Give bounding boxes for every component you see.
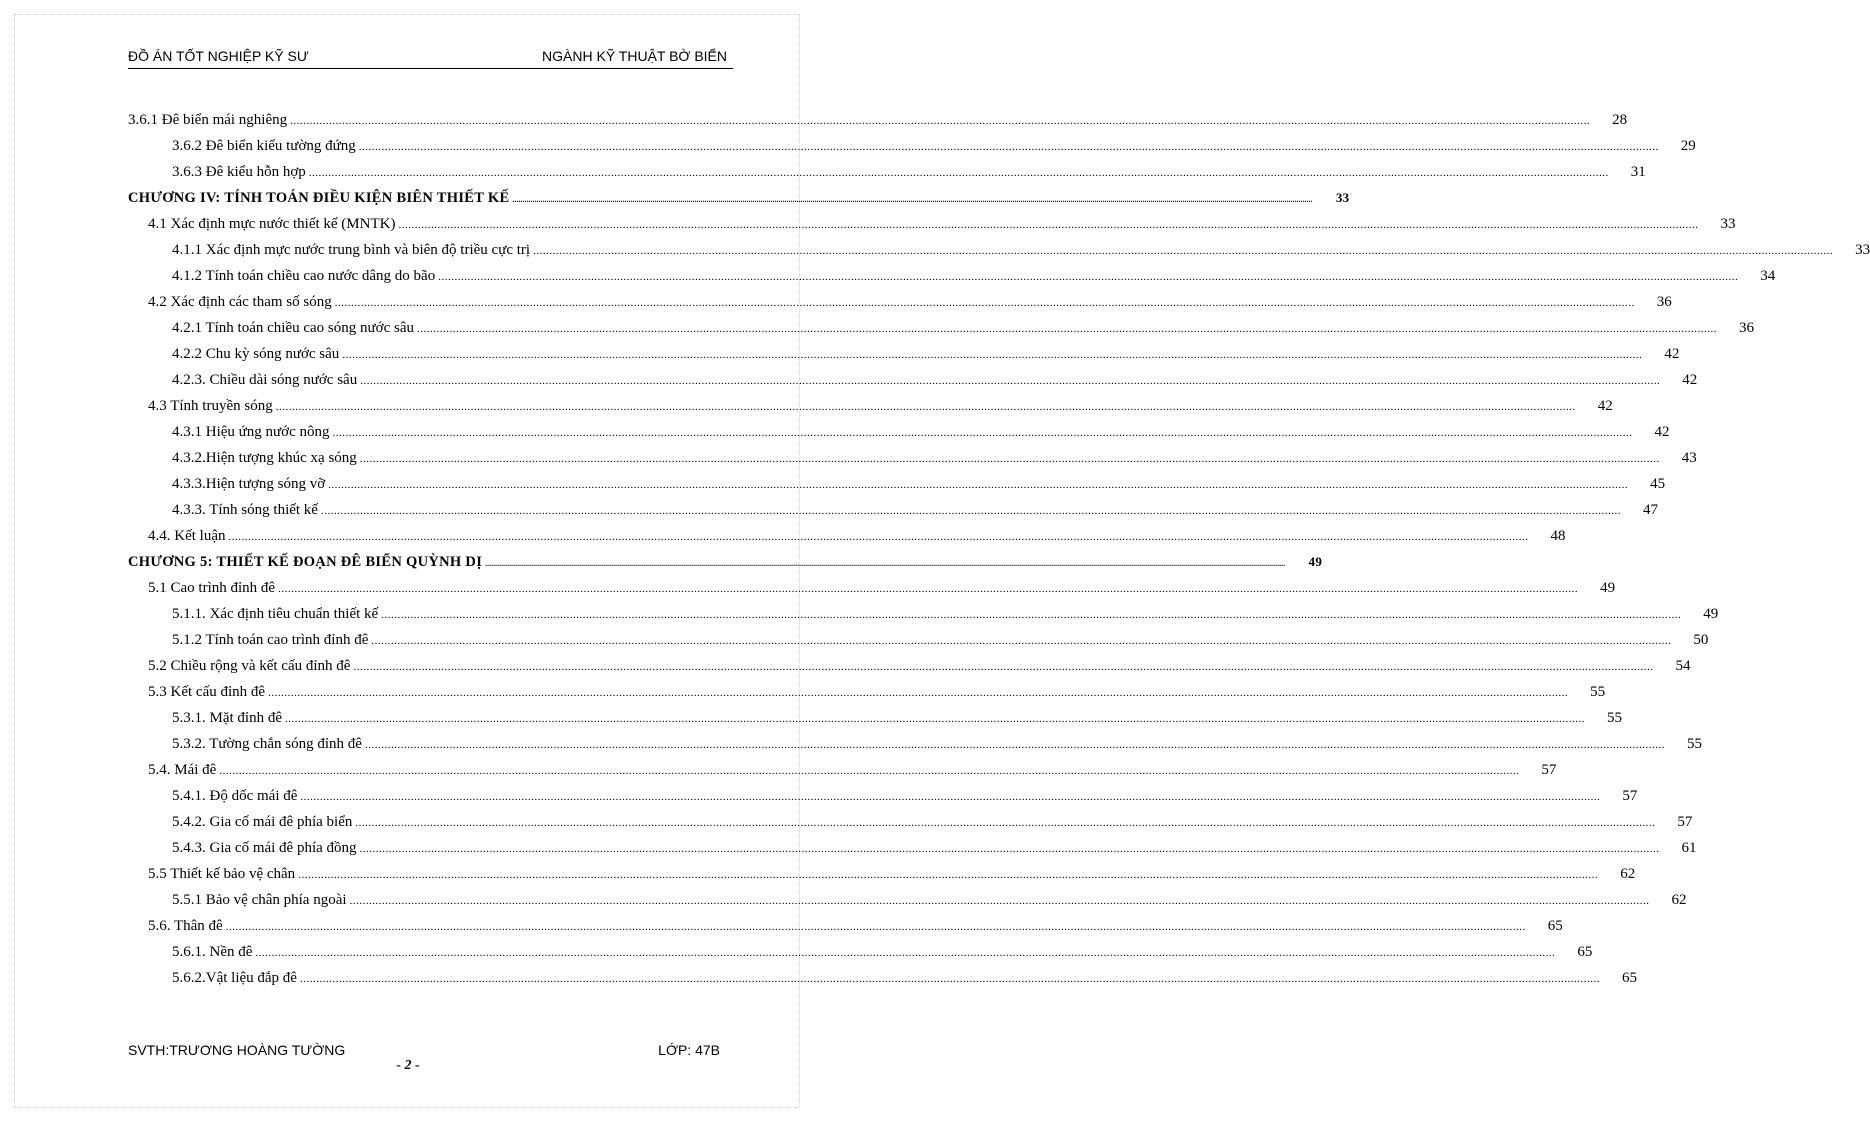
toc-entry <box>128 268 1776 294</box>
toc-entry-title: CHƯƠNG IV: TÍNH TOÁN ĐIỀU KIỆN BIÊN THIẾT KẾ <box>128 190 510 206</box>
page-number: - 2 - <box>396 1058 420 1073</box>
toc-leader-dots: ................................................................................................................................................................................................................................................................................................................................................................................................................ <box>308 167 1609 179</box>
toc-entry-title: 5.5 Thiết kế bảo vệ chân <box>148 866 296 882</box>
toc-entry <box>128 398 1613 424</box>
toc-leader-dots: ................................................................................................................................................................................................................................................................................................................................................................................................................ <box>225 921 1526 933</box>
toc-entry-title: 5.3.2. Tường chắn sóng đỉnh đê <box>172 736 362 752</box>
toc-leader-dots: ................................................................................................................................................................................................................................................................................................................................................................................................................ <box>255 947 1556 959</box>
toc-entry <box>128 502 1658 528</box>
toc-leader-dots: ................................................................................................................................................................................................................................................................................................................................................................................................................ <box>360 375 1661 387</box>
toc-leader-dots: ................................................................................................................................................................................................................................................................................................................................................................................................................ <box>300 791 1601 803</box>
toc-entry-title: 5.6.2.Vật liệu đắp đê <box>172 970 297 986</box>
toc-leader-dots: ................................................................................................................................................................................................................................................................................................................................................................................................................ <box>278 583 1579 595</box>
toc-entry-title: 4.2.2 Chu kỳ sóng nước sâu <box>172 346 340 362</box>
toc-entry-page: 54 <box>1675 658 1691 674</box>
toc-entry-page: 47 <box>1642 502 1658 518</box>
toc-entry-title: 3.6.1 Đê biển mái nghiêng <box>128 112 288 128</box>
toc-entry-page: 43 <box>1681 450 1697 466</box>
toc-entry-page: 62 <box>1671 892 1687 908</box>
toc-entry-title: 4.4. Kết luận <box>148 528 226 544</box>
toc-entry-page: 49 <box>1600 580 1616 596</box>
toc-entry <box>128 138 1696 164</box>
toc-leader-dots: ................................................................................................................................................................................................................................................................................................................................................................................................................ <box>268 687 1569 699</box>
page-header <box>128 48 733 69</box>
footer-author: SVTH:TRƯƠNG HOÀNG TƯỜNG <box>128 1042 346 1058</box>
toc-entry <box>128 632 1709 658</box>
toc-entry-title: 4.2 Xác định các tham số sóng <box>148 294 332 310</box>
toc-entry <box>128 242 1870 268</box>
toc-entry <box>128 814 1693 840</box>
toc-entry-title: 5.3.1. Mặt đỉnh đê <box>172 710 282 726</box>
toc-entry <box>128 788 1638 814</box>
toc-entry-page: 48 <box>1550 528 1566 544</box>
toc-entry-page: 65 <box>1621 970 1637 986</box>
toc-leader-dots: ................................................................................................................................................................................................................................................................................................................................................................................................................ <box>533 245 1834 257</box>
toc-entry <box>128 320 1754 346</box>
toc-entry-page: 33 <box>1720 216 1736 232</box>
header-left-text: ĐỒ ÁN TỐT NGHIỆP KỸ SƯ <box>128 48 309 64</box>
footer-class: LỚP: 47B <box>658 1042 720 1058</box>
toc-leader-dots: ................................................................................................................................................................................................................................................................................................................................................................................................................ <box>438 271 1739 283</box>
toc-entry-page: 29 <box>1680 138 1696 154</box>
toc-entry-title: 5.5.1 Bảo vệ chân phía ngoài <box>172 892 347 908</box>
toc-entry-page: 62 <box>1620 866 1636 882</box>
toc-entry <box>128 216 1736 242</box>
toc-leader-dots: ................................................................................................................................................................................................................................................................................................................................................................................................................ <box>285 713 1585 725</box>
toc-leader-dots: ................................................................................................................................................................................................................................................................................................................................................................................................................ <box>353 661 1654 673</box>
toc-entry-page: 50 <box>1693 632 1709 648</box>
toc-entry-page: 42 <box>1654 424 1670 440</box>
toc-entry-title: 5.4.3. Gia cố mái đê phía đồng <box>172 840 357 856</box>
toc-leader-dots: ................................................................................................................................................................................................................................................................................................................................................................................................................ <box>332 427 1633 439</box>
toc-entry <box>128 970 1637 996</box>
toc-entry-page: 42 <box>1682 372 1698 388</box>
toc-leader-dots: ................................................................................................................................................................................................................................................................................................................................................................................................................ <box>299 973 1600 985</box>
toc-leader-dots: ................................................................................................................................................................................................................................................................................................................................................................................................................ <box>298 869 1599 881</box>
toc-leader-dots: ................................................................................................................................................................................................................................................................................................................................................................................................................ <box>359 843 1660 855</box>
toc-leader-dots: ................................................................................................................................................................................................................................................................................................................................................................................................................ <box>512 195 1313 204</box>
toc-entry-page: 36 <box>1739 320 1754 336</box>
toc-entry-title: 5.4.2. Gia cố mái đê phía biển <box>172 814 353 830</box>
toc-leader-dots: ................................................................................................................................................................................................................................................................................................................................................................................................................ <box>417 323 1717 335</box>
toc-leader-dots: ................................................................................................................................................................................................................................................................................................................................................................................................................ <box>359 453 1660 465</box>
toc-leader-dots: ................................................................................................................................................................................................................................................................................................................................................................................................................ <box>349 895 1650 907</box>
toc-entry-title: 5.6.1. Nền đê <box>172 944 253 960</box>
toc-entry-page: 45 <box>1650 476 1666 492</box>
toc-entry-title: 4.1 Xác định mực nước thiết kế (MNTK) <box>148 216 396 232</box>
toc-entry-title: 5.2 Chiều rộng và kết cấu đỉnh đê <box>148 658 351 674</box>
toc-entry-page: 33 <box>1855 242 1870 258</box>
toc-entry-title: 4.3.1 Hiệu ứng nước nông <box>172 424 330 440</box>
toc-entry <box>128 684 1606 710</box>
toc-entry <box>128 112 1628 138</box>
toc-entry-title: 4.1.1 Xác định mực nước trung bình và biên độ triều cực trị <box>172 242 531 258</box>
toc-entry-page: 49 <box>1703 606 1719 622</box>
toc-leader-dots: ................................................................................................................................................................................................................................................................................................................................................................................................................ <box>275 401 1576 413</box>
toc-entry-page: 55 <box>1590 684 1606 700</box>
toc-entry-title: 5.1 Cao trình đỉnh đê <box>148 580 276 596</box>
toc-entry <box>128 580 1616 606</box>
toc-entry-title: 4.3.3.Hiện tượng sóng vỡ <box>172 476 326 492</box>
toc-entry <box>128 840 1697 866</box>
toc-entry <box>128 866 1636 892</box>
toc-entry-title: 5.6. Thân đê <box>148 918 223 934</box>
toc-entry <box>128 918 1563 944</box>
toc-entry-page: 65 <box>1577 944 1593 960</box>
toc-entry-title: 4.3.3. Tính sóng thiết kế <box>172 502 318 518</box>
toc-entry-title: 4.2.1 Tính toán chiều cao sóng nước sâu <box>172 320 414 336</box>
toc-entry-title: 4.3 Tính truyền sóng <box>148 398 273 414</box>
toc-entry <box>128 944 1593 970</box>
toc-entry-page: 33 <box>1335 190 1350 205</box>
toc-leader-dots: ................................................................................................................................................................................................................................................................................................................................................................................................................ <box>355 817 1656 829</box>
toc-entry <box>128 346 1680 372</box>
toc-entry-page: 31 <box>1630 164 1646 180</box>
toc-entry-title: 3.6.2 Đê biển kiểu tường đứng <box>172 138 356 154</box>
toc-leader-dots: ................................................................................................................................................................................................................................................................................................................................................................................................................ <box>398 219 1699 231</box>
toc-chapter-entry <box>128 554 1323 580</box>
toc-entry <box>128 606 1719 632</box>
toc-entry-page: 42 <box>1597 398 1613 414</box>
toc-entry-title: 5.4. Mái đê <box>148 762 217 778</box>
toc-entry-page: 57 <box>1622 788 1638 804</box>
toc-entry-title: CHƯƠNG 5: THIẾT KẾ ĐOẠN ĐÊ BIỂN QUỲNH DỊ <box>128 554 483 570</box>
toc-entry <box>128 476 1666 502</box>
toc-leader-dots: ................................................................................................................................................................................................................................................................................................................................................................................................................ <box>320 505 1621 517</box>
toc-entry <box>128 372 1698 398</box>
toc-entry-page: 61 <box>1681 840 1697 856</box>
toc-leader-dots: ................................................................................................................................................................................................................................................................................................................................................................................................................ <box>364 739 1665 751</box>
toc-entry-title: 3.6.3 Đê kiểu hỗn hợp <box>172 164 306 180</box>
toc-leader-dots: ................................................................................................................................................................................................................................................................................................................................................................................................................ <box>290 115 1591 127</box>
toc-entry-page: 55 <box>1607 710 1622 726</box>
header-right-text: NGÀNH KỸ THUẬT BỜ BIỂN <box>542 48 727 64</box>
toc-entry-title: 5.3 Kết cấu đỉnh đê <box>148 684 266 700</box>
toc-leader-dots: ................................................................................................................................................................................................................................................................................................................................................................................................................ <box>219 765 1520 777</box>
toc-entry-page: 42 <box>1664 346 1680 362</box>
toc-chapter-entry <box>128 190 1350 216</box>
toc-leader-dots: ................................................................................................................................................................................................................................................................................................................................................................................................................ <box>328 479 1629 491</box>
toc-entry-page: 65 <box>1547 918 1563 934</box>
toc-entry <box>128 164 1646 190</box>
toc-entry <box>128 424 1670 450</box>
toc-entry-page: 49 <box>1308 554 1323 569</box>
toc-entry <box>128 528 1566 554</box>
toc-entry <box>128 892 1687 918</box>
toc-entry <box>128 294 1672 320</box>
toc-entry <box>128 710 1622 736</box>
toc-entry-title: 4.3.2.Hiện tượng khúc xạ sóng <box>172 450 357 466</box>
toc-entry-title: 4.1.2 Tính toán chiều cao nước dâng do bão <box>172 268 436 284</box>
toc-entry <box>128 658 1691 684</box>
toc-entry-page: 55 <box>1686 736 1702 752</box>
toc-leader-dots: ................................................................................................................................................................................................................................................................................................................................................................................................................ <box>371 635 1672 647</box>
toc-entry-page: 28 <box>1612 112 1628 128</box>
toc-entry <box>128 736 1702 762</box>
toc-leader-dots: ................................................................................................................................................................................................................................................................................................................................................................................................................ <box>334 297 1635 309</box>
toc-leader-dots: ................................................................................................................................................................................................................................................................................................................................................................................................................ <box>358 141 1659 153</box>
table-of-contents <box>128 112 1870 996</box>
toc-entry-title: 5.1.1. Xác định tiêu chuẩn thiết kế <box>172 606 379 622</box>
toc-entry-title: 5.4.1. Độ dốc mái đê <box>172 788 298 804</box>
toc-leader-dots: ................................................................................................................................................................................................................................................................................................................................................................................................................ <box>485 559 1286 568</box>
toc-entry <box>128 762 1557 788</box>
toc-entry-page: 36 <box>1656 294 1672 310</box>
toc-entry-title: 5.1.2 Tính toán cao trình đỉnh đê <box>172 632 369 648</box>
toc-entry-title: 4.2.3. Chiều dài sóng nước sâu <box>172 372 358 388</box>
toc-leader-dots: ................................................................................................................................................................................................................................................................................................................................................................................................................ <box>228 531 1529 543</box>
toc-entry-page: 57 <box>1541 762 1557 778</box>
toc-entry <box>128 450 1697 476</box>
toc-entry-page: 34 <box>1760 268 1776 284</box>
toc-entry-page: 57 <box>1677 814 1693 830</box>
toc-leader-dots: ................................................................................................................................................................................................................................................................................................................................................................................................................ <box>342 349 1643 361</box>
toc-leader-dots: ................................................................................................................................................................................................................................................................................................................................................................................................................ <box>381 609 1682 621</box>
